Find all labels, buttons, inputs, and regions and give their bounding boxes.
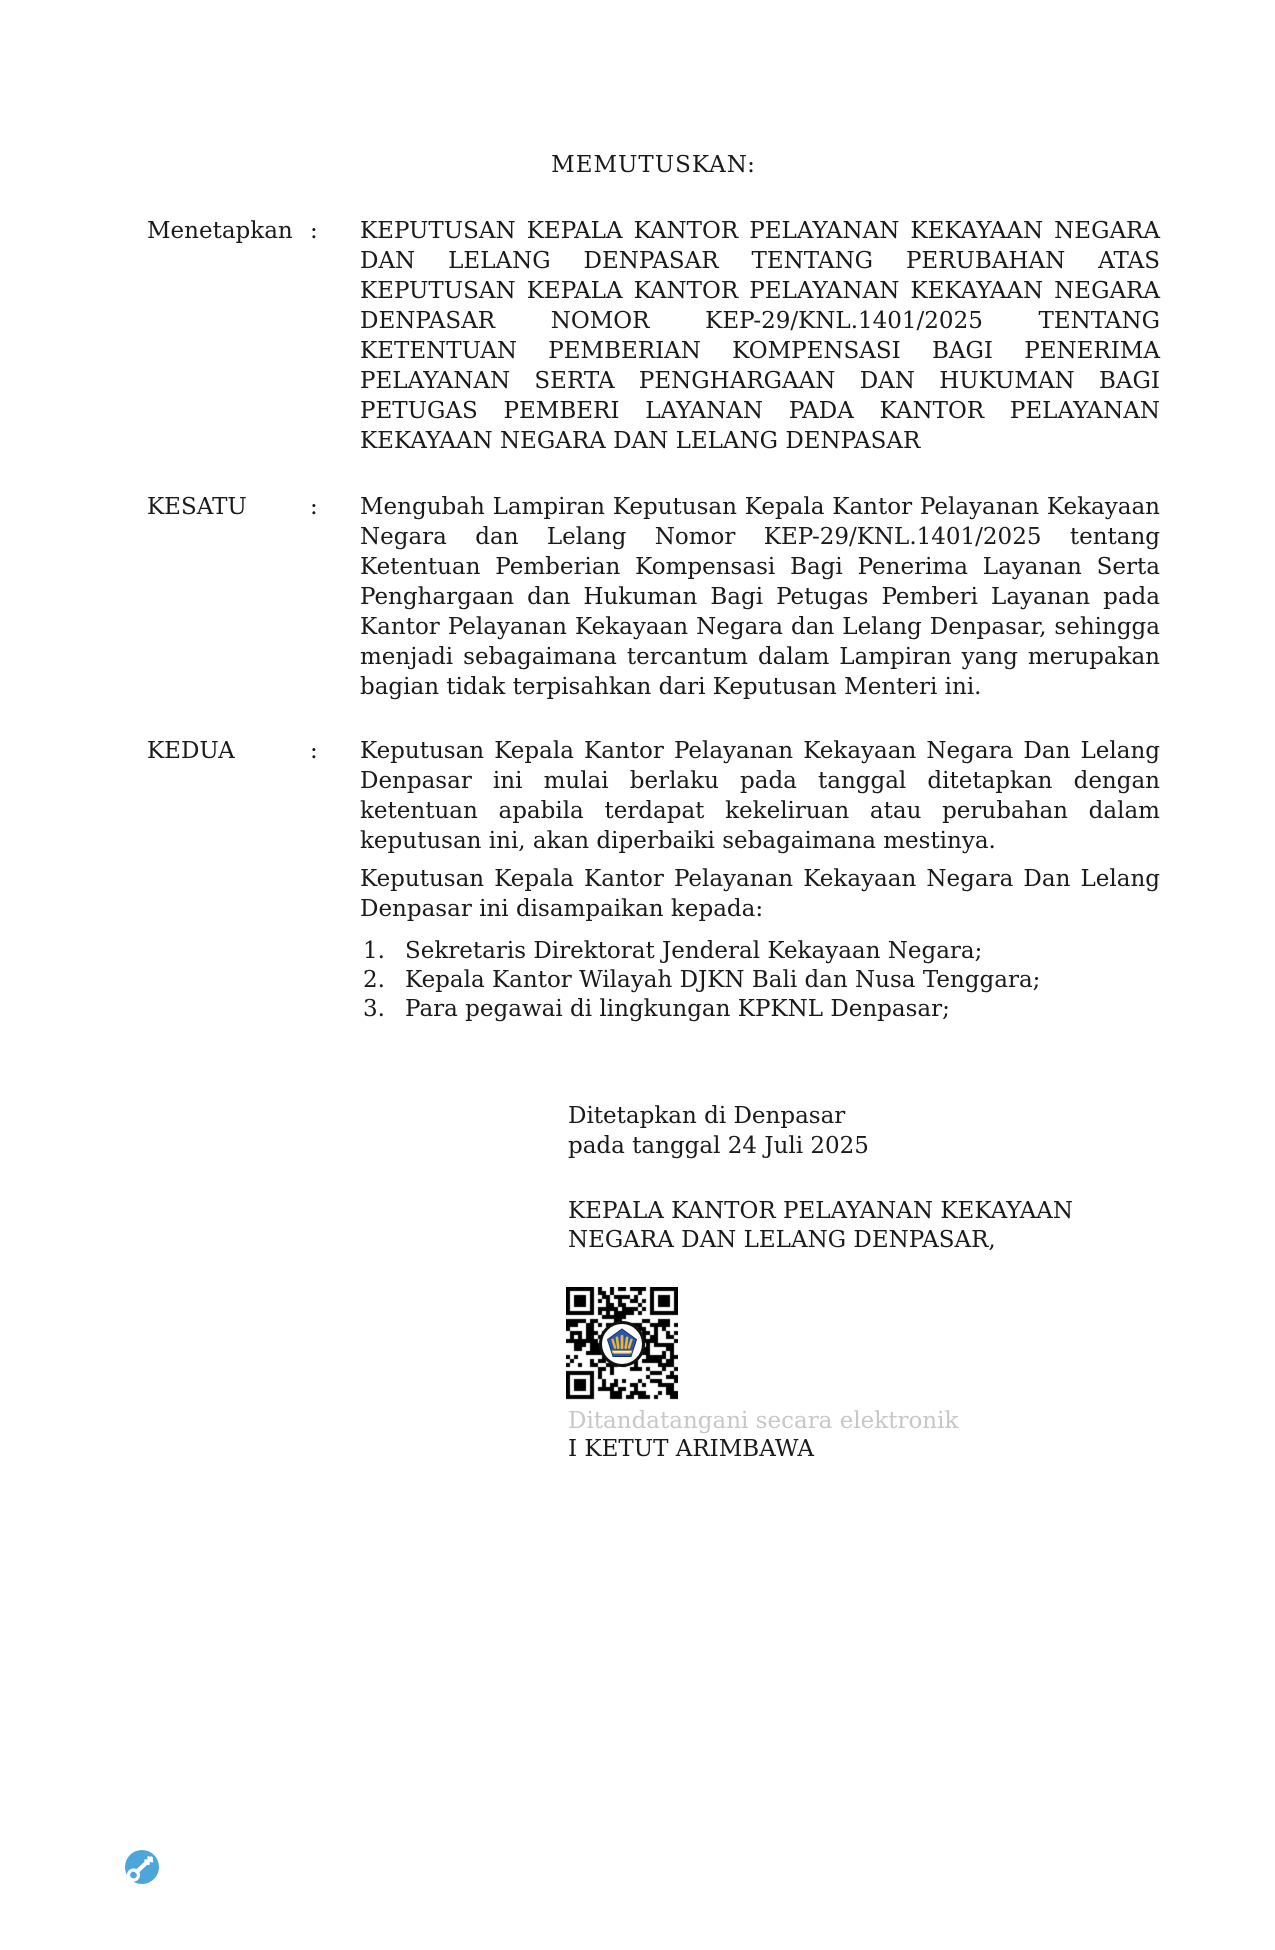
text-line: PELAYANAN SERTA PENGHARGAAN DAN HUKUMAN BAGI [360, 368, 1160, 394]
signer-name: I KETUT ARIMBAWA [568, 1436, 814, 1462]
clause-body [360, 216, 1160, 456]
distribution-list [363, 937, 1160, 1024]
text-line: bagian tidak terpisahkan dari Keputusan Menteri ini. [360, 674, 982, 700]
signature-place-date [568, 1101, 869, 1161]
kemenkeu-logo-icon [599, 1321, 645, 1367]
text-line: Denpasar ini disampaikan kepada: [360, 896, 764, 922]
clause-label: KEDUA [147, 738, 235, 764]
text-line: Negara dan Lelang Nomor KEP-29/KNL.1401/2025 tentang [360, 524, 1160, 550]
text-line: ketentuan apabila terdapat kekeliruan atau perubahan dalam [360, 798, 1160, 824]
place-line: Ditetapkan di Denpasar [568, 1103, 846, 1129]
date-line: pada tanggal 24 Juli 2025 [568, 1133, 869, 1159]
list-item-text: Sekretaris Direktorat Jenderal Kekayaan Negara; [405, 938, 983, 964]
text-line: NEGARA DAN LELANG DENPASAR, [568, 1227, 996, 1253]
text-line: KEPUTUSAN KEPALA KANTOR PELAYANAN KEKAYAAN NEGARA [360, 278, 1160, 304]
list-item-text: Kepala Kantor Wilayah DJKN Bali dan Nusa Tenggara; [405, 967, 1041, 993]
text-line: KEPUTUSAN KEPALA KANTOR PELAYANAN KEKAYAAN NEGARA [360, 218, 1160, 244]
text-line: Denpasar ini mulai berlaku pada tanggal ditetapkan dengan [360, 768, 1160, 794]
text-line: Keputusan Kepala Kantor Pelayanan Kekayaan Negara Dan Lelang [360, 738, 1160, 764]
clause-body [360, 492, 1160, 702]
esign-qr-code [566, 1287, 678, 1400]
kedua-second-paragraph [360, 864, 1160, 924]
distribution-list-item [363, 966, 1160, 995]
list-item-number: 2. [363, 967, 385, 993]
clause-kedua [147, 736, 1160, 856]
text-line: keputusan ini, akan diperbaiki sebagaimana mestinya. [360, 828, 996, 854]
distribution-list-item [363, 937, 1160, 966]
clause-body [360, 736, 1160, 856]
list-item-number: 1. [363, 938, 385, 964]
signer-title [568, 1197, 1073, 1255]
distribution-list-item [363, 995, 1160, 1024]
clause-menetapkan [147, 216, 1160, 456]
clause-kesatu [147, 492, 1160, 702]
text-line: KETENTUAN PEMBERIAN KOMPENSASI BAGI PENERIMA [360, 338, 1160, 364]
text-line: menjadi sebagaimana tercantum dalam Lampiran yang merupakan [360, 644, 1160, 670]
text-line: PETUGAS PEMBERI LAYANAN PADA KANTOR PELAYANAN [360, 398, 1160, 424]
text-line: KEPALA KANTOR PELAYANAN KEKAYAAN [568, 1198, 1073, 1224]
text-line: Kantor Pelayanan Kekayaan Negara dan Lelang Denpasar, sehingga [360, 614, 1160, 640]
esign-note: Ditandatangani secara elektronik [568, 1408, 959, 1434]
text-line: Ketentuan Pemberian Kompensasi Bagi Penerima Layanan Serta [360, 554, 1160, 580]
clause-colon: : [310, 218, 318, 244]
clause-colon: : [310, 494, 318, 520]
text-line: KEKAYAAN NEGARA DAN LELANG DENPASAR [360, 428, 921, 454]
text-line: Keputusan Kepala Kantor Pelayanan Kekayaan Negara Dan Lelang [360, 866, 1160, 892]
blue-key-watermark-icon [123, 1848, 161, 1886]
clause-label: KESATU [147, 494, 247, 520]
text-line: DAN LELANG DENPASAR TENTANG PERUBAHAN ATAS [360, 248, 1160, 274]
text-line: Mengubah Lampiran Keputusan Kepala Kantor Pelayanan Kekayaan [360, 494, 1160, 520]
memutuskan-heading: MEMUTUSKAN: [551, 152, 756, 178]
text-line: Penghargaan dan Hukuman Bagi Petugas Pemberi Layanan pada [360, 584, 1160, 610]
clause-colon: : [310, 738, 318, 764]
list-item-text: Para pegawai di lingkungan KPKNL Denpasar; [405, 996, 950, 1022]
clause-label: Menetapkan [147, 218, 293, 244]
text-line: DENPASAR NOMOR KEP-29/KNL.1401/2025 TENTANG [360, 308, 1160, 334]
list-item-number: 3. [363, 996, 385, 1022]
